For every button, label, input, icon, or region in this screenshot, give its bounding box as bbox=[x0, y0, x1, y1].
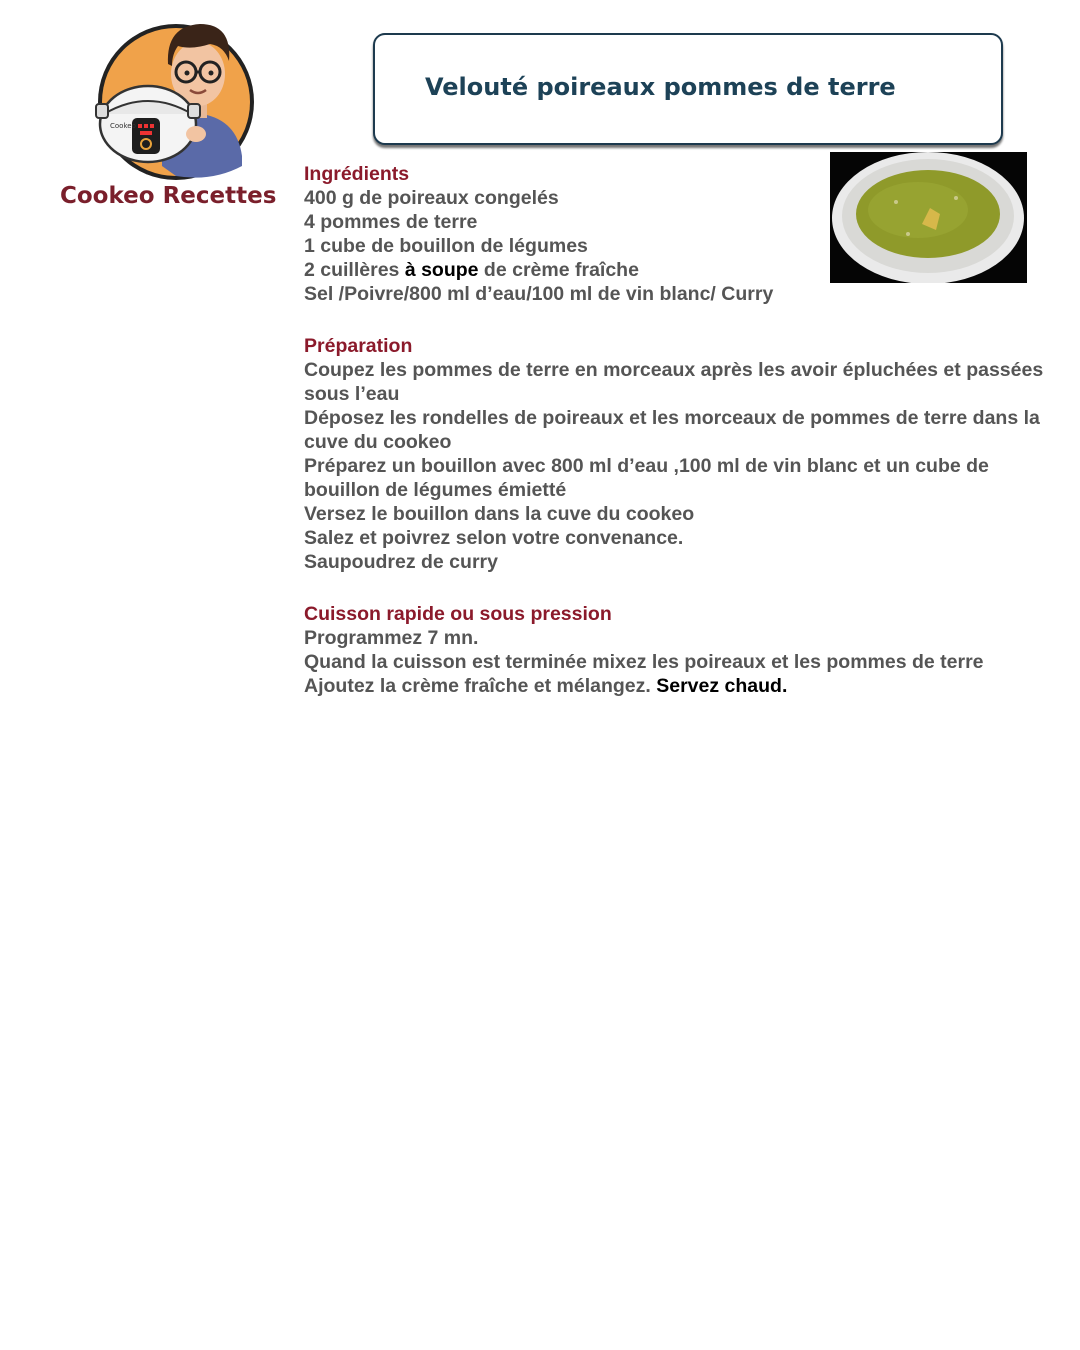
preparation-heading: Préparation bbox=[304, 335, 413, 357]
ingredient-item: 1 cube de bouillon de légumes bbox=[304, 235, 588, 257]
preparation-step: Préparez un bouillon avec 800 ml d’eau ,100 ml de vin blanc et un cube de bouillon de légumes émietté bbox=[304, 455, 989, 501]
recipe-title: Velouté poireaux pommes de terre bbox=[425, 73, 896, 101]
cookeo-logo-icon bbox=[92, 16, 258, 182]
preparation-step: Saupoudrez de curry bbox=[304, 551, 498, 573]
recipe-title-box bbox=[373, 33, 1003, 145]
ingredient-text: 2 cuillères bbox=[304, 259, 405, 281]
ingredient-item: 400 g de poireaux congelés bbox=[304, 187, 559, 209]
cooking-heading: Cuisson rapide ou sous pression bbox=[304, 603, 612, 625]
brand-name: Cookeo Recettes bbox=[60, 183, 277, 209]
preparation-step: Coupez les pommes de terre en morceaux après les avoir épluchées et passées sous l’eau bbox=[304, 359, 1044, 405]
preparation-step: Salez et poivrez selon votre convenance. bbox=[304, 527, 684, 549]
cooking-step bbox=[304, 674, 1044, 698]
ingredient-item: Sel /Poivre/800 ml d’eau/100 ml de vin blanc/ Curry bbox=[304, 283, 774, 305]
section-spacer bbox=[304, 574, 1044, 602]
serve-note: Servez chaud. bbox=[656, 675, 788, 697]
ingredient-emphasis: à soupe bbox=[404, 259, 479, 281]
ingredient-item bbox=[304, 258, 1044, 282]
cooking-step: Programmez 7 mn. bbox=[304, 627, 479, 649]
section-spacer bbox=[304, 306, 1044, 334]
preparation-step: Versez le bouillon dans la cuve du cookeo bbox=[304, 503, 695, 525]
recipe-content bbox=[304, 162, 1044, 698]
preparation-step: Déposez les rondelles de poireaux et les morceaux de pommes de terre dans la cuve du cookeo bbox=[304, 407, 1040, 453]
cooking-text: Ajoutez la crème fraîche et mélangez. bbox=[304, 675, 657, 697]
ingredient-item: 4 pommes de terre bbox=[304, 211, 478, 233]
logo-device-text: Cookeo bbox=[110, 122, 136, 130]
ingredient-text: de crème fraîche bbox=[478, 259, 639, 281]
cooking-step: Quand la cuisson est terminée mixez les poireaux et les pommes de terre bbox=[304, 651, 984, 673]
ingredients-heading: Ingrédients bbox=[304, 163, 410, 185]
